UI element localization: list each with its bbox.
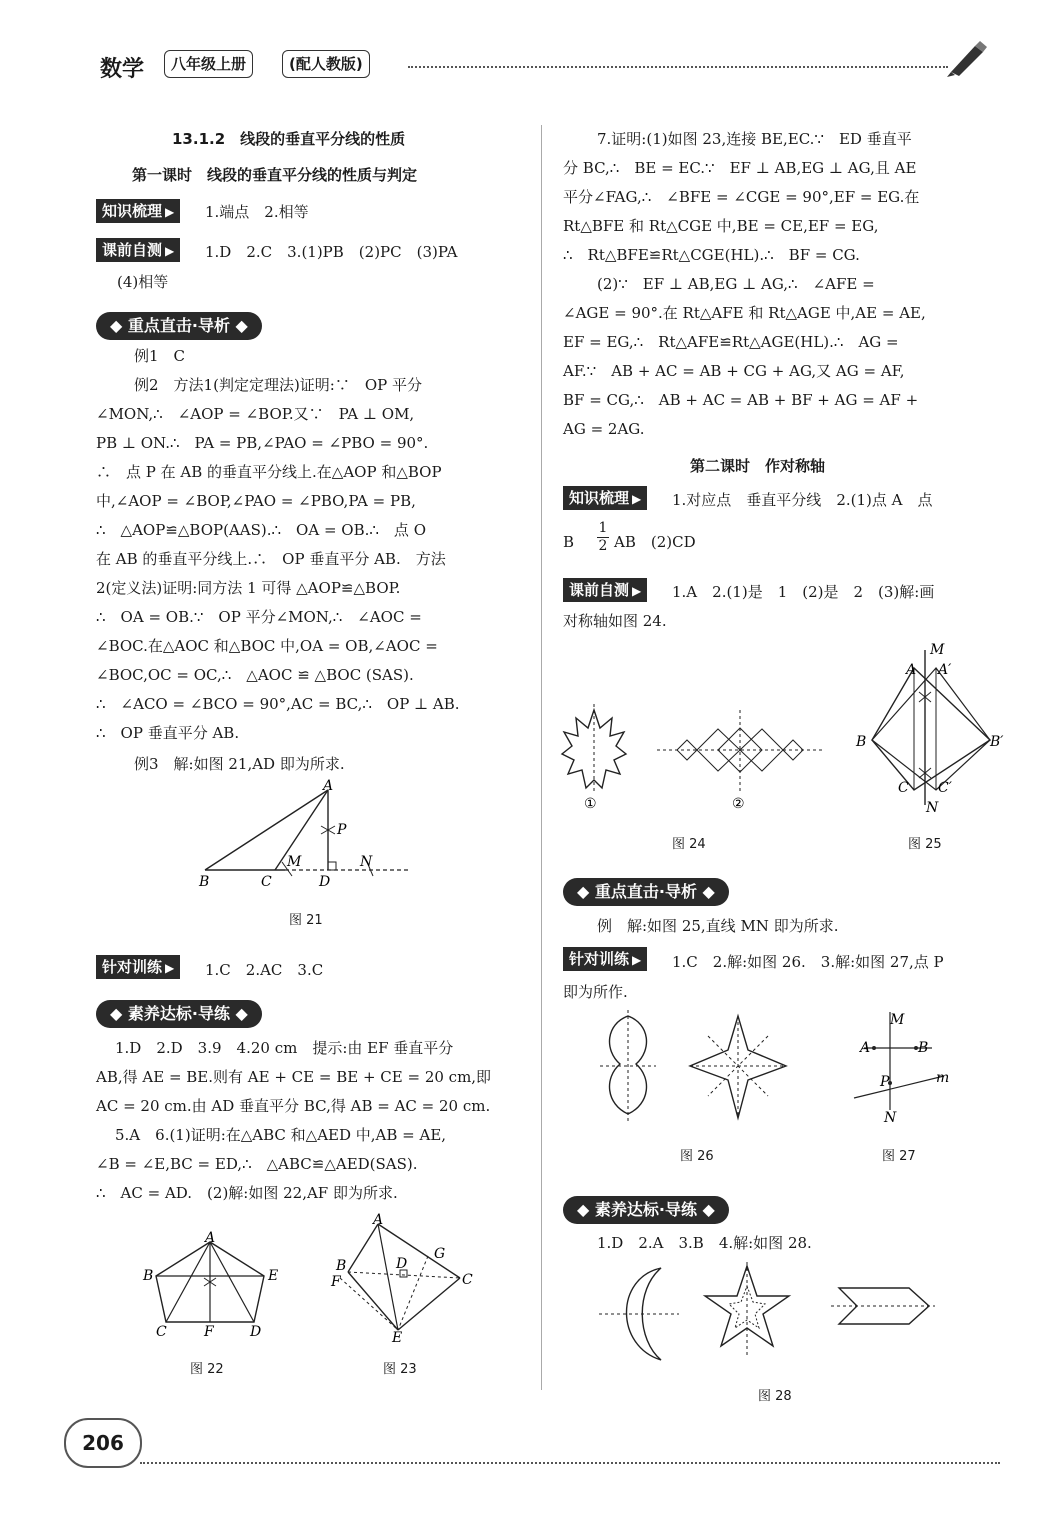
r-body-line: AG = 2AG. <box>563 420 645 438</box>
fraction-numerator: 1 <box>598 520 608 536</box>
body2-line: 5.A 6.(1)证明:在△ABC 和△AED 中,AB = AE, <box>115 1126 447 1144</box>
pen-icon <box>945 38 990 78</box>
r-example: 例 解:如图 25,直线 MN 即为所求. <box>597 917 839 935</box>
body-line: 2(定义法)证明:同方法 1 可得 △AOP≌△BOP. <box>96 579 401 597</box>
svg-text:B: B <box>199 874 210 890</box>
caption-fig26: 图 26 <box>680 1149 714 1164</box>
body-line: 在 AB 的垂直平分线上.∴ OP 垂直平分 AB. 方法 <box>96 550 446 568</box>
body-line: 例2 方法1(判定定理法)证明:∵ OP 平分 <box>134 376 423 394</box>
body2-line: 1.D 2.D 3.9 4.20 cm 提示:由 EF 垂直平分 <box>115 1039 454 1057</box>
circled-two: ② <box>732 796 745 812</box>
svg-text:C: C <box>462 1272 473 1288</box>
svg-text:E: E <box>268 1268 279 1284</box>
svg-text:B: B <box>143 1268 154 1284</box>
svg-text:F: F <box>331 1274 341 1290</box>
kqzc-answers-1: 1.D 2.C 3.(1)PB (2)PC (3)PA <box>205 243 458 261</box>
body-line: ∠BOC,OC = OC,∴ △AOC ≌ △BOC (SAS). <box>96 666 414 684</box>
body2-line: AC = 20 cm.由 AD 垂直平分 BC,得 AB = AC = 20 cm. <box>96 1097 491 1115</box>
body-line: PB ⊥ ON.∴ PA = PB,∠PAO = ∠PBO = 90°. <box>96 434 429 452</box>
r-body-line: ∠AGE = 90°.在 Rt△AFE 和 Rt△AGE 中,AE = AE, <box>563 304 926 322</box>
svg-text:B: B <box>856 734 867 750</box>
page-number: 206 <box>82 1431 124 1455</box>
r-body-line: 平分∠FAG,∴ ∠BFE = ∠CGE = 90°,EF = EG.在 <box>563 188 920 206</box>
tag-r-kqzc: 课前自测 ▶ <box>563 578 647 602</box>
body2-line: ∠B = ∠E,BC = ED,∴ △ABC≌△AED(SAS). <box>96 1155 418 1173</box>
svg-text:B: B <box>918 1040 929 1056</box>
body-line: ∴ OA = OB.∵ OP 平分∠MON,∴ ∠AOC = <box>96 608 422 626</box>
body-line: ∴ △AOP≌△BOP(AAS).∴ OA = OB.∴ 点 O <box>96 521 426 539</box>
body-line: ∠MON,∴ ∠AOP = ∠BOP.又∵ PA ⊥ OM, <box>96 405 415 423</box>
figure-28 <box>595 1262 935 1372</box>
r-kqzc-answers-1: 1.A 2.(1)是 1 (2)是 2 (3)解:画 <box>672 583 935 601</box>
page-badge <box>64 1418 142 1468</box>
r-body-line: EF = EG,∴ Rt△AFE≌Rt△AGE(HL).∴ AG = <box>563 333 899 351</box>
tag-zhishi: 知识梳理 ▶ <box>96 199 180 223</box>
caption-fig25: 图 25 <box>908 837 942 852</box>
tag-r-zhishi: 知识梳理 ▶ <box>563 486 647 510</box>
r-body-line: 7.证明:(1)如图 23,连接 BE,EC.∵ ED 垂直平 <box>597 130 912 148</box>
svg-text:N: N <box>884 1110 897 1126</box>
r-zhishi-answers-1: 1.对应点 垂直平分线 2.(1)点 A 点 <box>672 491 933 509</box>
figure-25 <box>852 640 1002 815</box>
svg-text:N: N <box>360 854 373 870</box>
svg-text:D: D <box>319 874 331 890</box>
r-zhishi-b: B <box>563 533 575 551</box>
circled-one: ① <box>584 796 597 812</box>
body-line: 例3 解:如图 21,AD 即为所求. <box>134 755 345 773</box>
tag-zdxl: 针对训练 ▶ <box>96 955 180 979</box>
pill-sydb: ◆ 素养达标·导练 ◆ <box>96 1000 262 1028</box>
caption-fig23: 图 23 <box>383 1362 417 1377</box>
figure-22 <box>138 1230 283 1338</box>
edition-label: (配人教版) <box>282 50 370 78</box>
body-line: 例1 C <box>134 347 186 365</box>
svg-text:P: P <box>337 822 347 838</box>
figure-23 <box>328 1212 478 1344</box>
r-body-line: AF.∵ AB + AC = AB + CG + AG,又 AG = AF, <box>563 362 905 380</box>
body-line: ∠BOC.在△AOC 和△BOC 中,OA = OB,∠AOC = <box>96 637 438 655</box>
zhishi-answers: 1.端点 2.相等 <box>205 203 309 221</box>
svg-text:A′: A′ <box>938 662 952 678</box>
caption-fig27: 图 27 <box>882 1149 916 1164</box>
svg-text:A: A <box>323 778 334 794</box>
svg-text:F: F <box>204 1324 214 1340</box>
caption-fig28: 图 28 <box>758 1389 792 1404</box>
body-line: ∴ OP 垂直平分 AB. <box>96 724 240 742</box>
svg-text:A: A <box>373 1212 384 1228</box>
fraction-denominator: 2 <box>598 538 608 554</box>
svg-text:A: A <box>860 1040 871 1056</box>
r-zdxl-answers-1: 1.C 2.解:如图 26. 3.解:如图 27,点 P <box>672 953 944 971</box>
svg-text:G: G <box>434 1246 446 1262</box>
svg-text:C′: C′ <box>938 780 952 796</box>
zdxl-answers: 1.C 2.AC 3.C <box>205 961 324 979</box>
figure-21 <box>195 778 420 892</box>
r-kqzc-answers-2: 对称轴如图 24. <box>563 612 667 630</box>
pill-r-sydb: ◆ 素养达标·导练 ◆ <box>563 1196 729 1224</box>
kqzc-answers-2: (4)相等 <box>117 273 169 291</box>
caption-fig22: 图 22 <box>190 1362 224 1377</box>
body2-line: ∴ AC = AD. (2)解:如图 22,AF 即为所求. <box>96 1184 398 1202</box>
svg-text:B′: B′ <box>990 734 1004 750</box>
svg-text:D: D <box>250 1324 262 1340</box>
svg-text:M: M <box>890 1012 905 1028</box>
r-zhishi-answers-2: AB (2)CD <box>614 533 696 551</box>
svg-text:C: C <box>898 780 909 796</box>
svg-text:A: A <box>205 1230 216 1246</box>
svg-text:B: B <box>336 1258 347 1274</box>
caption-fig24: 图 24 <box>672 837 706 852</box>
subject-title: 数学 <box>100 57 145 82</box>
fraction-half <box>597 520 609 555</box>
tag-kqzc: 课前自测 ▶ <box>96 238 180 262</box>
r-sydb-answers: 1.D 2.A 3.B 4.解:如图 28. <box>597 1234 812 1252</box>
body-line: 中,∠AOP = ∠BOP,∠PAO = ∠PBO,PA = PB, <box>96 492 416 510</box>
tag-r-zdxl: 针对训练 ▶ <box>563 947 647 971</box>
figure-24 <box>562 700 830 812</box>
svg-text:P: P <box>880 1074 890 1090</box>
lesson-title: 第一课时 线段的垂直平分线的性质与判定 <box>132 166 418 184</box>
svg-text:C: C <box>156 1324 167 1340</box>
header-rule <box>408 66 948 68</box>
column-divider <box>541 125 542 1390</box>
r-body-line: (2)∵ EF ⊥ AB,EG ⊥ AG,∴ ∠AFE = <box>597 275 875 293</box>
svg-text:C: C <box>261 874 272 890</box>
body2-line: AB,得 AE = BE.则有 AE + CE = BE + CE = 20 cm,即 <box>96 1068 492 1086</box>
svg-text:M: M <box>930 642 945 658</box>
r-zdxl-answers-2: 即为所作. <box>563 983 628 1001</box>
section-title: 13.1.2 线段的垂直平分线的性质 <box>172 130 406 148</box>
svg-text:D: D <box>396 1256 408 1272</box>
body-line: ∴ ∠ACO = ∠BCO = 90°,AC = BC,∴ OP ⊥ AB. <box>96 695 460 713</box>
figure-26 <box>590 1010 815 1125</box>
r-body-line: BF = CG,∴ AB + AC = AB + BF + AG = AF + <box>563 391 919 409</box>
svg-text:M: M <box>287 854 302 870</box>
svg-text:N: N <box>926 800 939 816</box>
caption-fig21: 图 21 <box>289 913 323 928</box>
r-body-line: Rt△BFE 和 Rt△CGE 中,BE = CE,EF = EG, <box>563 217 879 235</box>
figure-27 <box>852 1010 962 1128</box>
r-body-line: 分 BC,∴ BE = EC.∵ EF ⊥ AB,EG ⊥ AG,且 AE <box>563 159 917 177</box>
svg-text:m: m <box>936 1070 950 1086</box>
svg-text:A: A <box>906 662 917 678</box>
pill-r-zdzj: ◆ 重点直击·导析 ◆ <box>563 878 729 906</box>
svg-text:E: E <box>392 1330 403 1346</box>
grade-label: 八年级上册 <box>164 50 253 78</box>
r-body-line: ∴ Rt△BFE≌Rt△CGE(HL).∴ BF = CG. <box>563 246 860 264</box>
lesson2-title: 第二课时 作对称轴 <box>690 457 826 475</box>
footer-rule <box>140 1462 1000 1464</box>
body-line: ∴ 点 P 在 AB 的垂直平分线上.在△AOP 和△BOP <box>96 463 442 481</box>
pill-zdzj: ◆ 重点直击·导析 ◆ <box>96 312 262 340</box>
